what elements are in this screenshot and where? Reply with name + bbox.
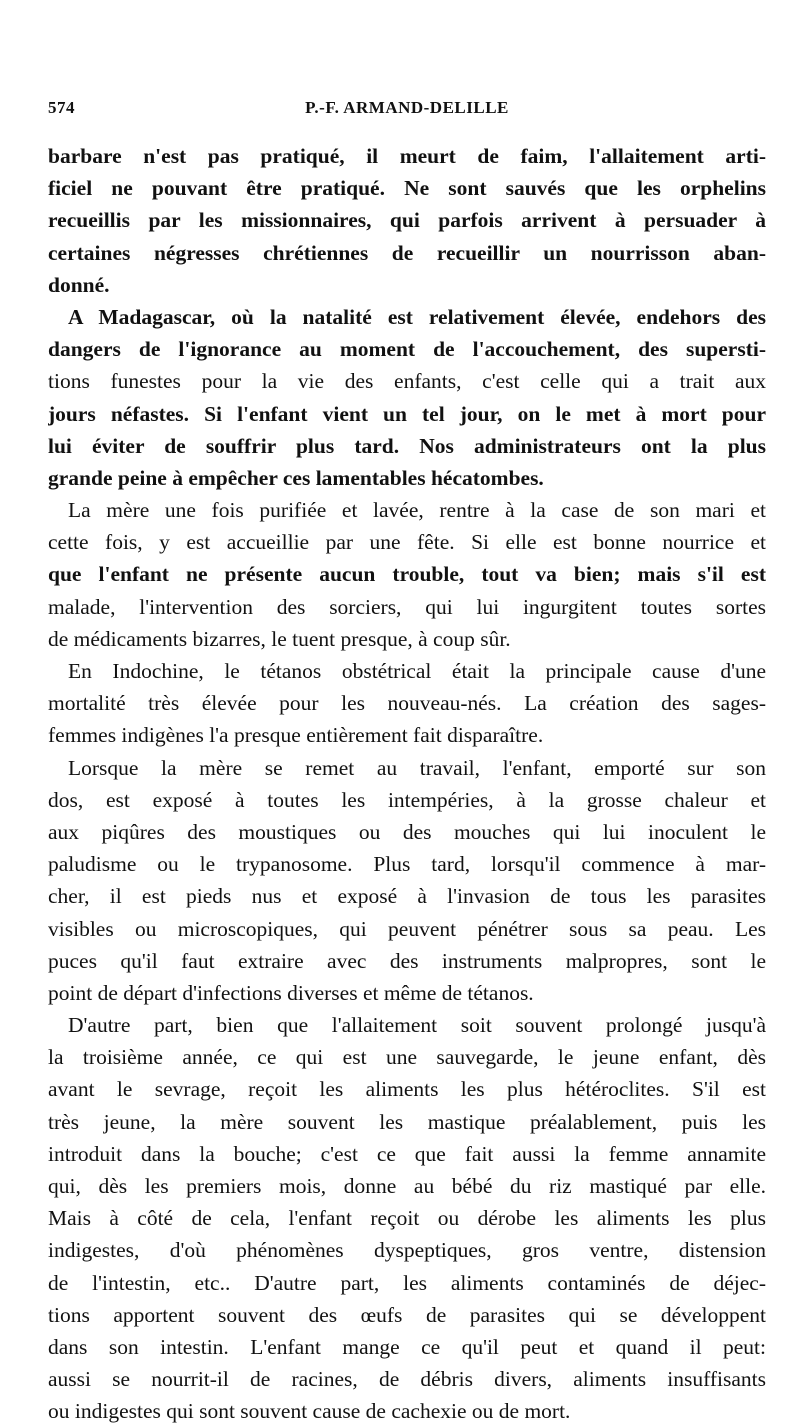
- text-line: mortalité très élevée pour les nouveau-nés. La création des sages-: [48, 691, 766, 716]
- text-line: paludisme ou le trypanosome. Plus tard, lorsqu'il commence à mar-: [48, 852, 766, 877]
- text-line: D'autre part, bien que l'allaitement soit souvent prolongé jusqu'à: [68, 1013, 766, 1038]
- text-line: visibles ou microscopiques, qui peuvent pénétrer sous sa peau. Les: [48, 916, 766, 941]
- text-line: que l'enfant ne présente aucun trouble, tout va bien; mais s'il est: [48, 562, 766, 587]
- text-line: A Madagascar, où la natalité est relativement élevée, endehors des: [68, 304, 766, 329]
- text-line: indigestes, d'où phénomènes dyspeptiques, gros ventre, distension: [48, 1238, 766, 1263]
- text-line: tions funestes pour la vie des enfants, c'est celle qui a trait aux: [48, 369, 766, 394]
- text-line: En Indochine, le tétanos obstétrical était la principale cause d'une: [68, 659, 766, 683]
- text-line: recueillis par les missionnaires, qui parfois arrivent à persuader à: [48, 208, 766, 233]
- text-line: certaines négresses chrétiennes de recueillir un nourrisson aban-: [48, 240, 766, 265]
- text-line: qui, dès les premiers mois, donne au bébé du riz mastiqué par elle.: [48, 1174, 766, 1198]
- text-line: La mère une fois purifiée et lavée, rentre à la case de son mari et: [68, 498, 766, 523]
- text-line: aux piqûres des moustiques ou des mouches qui lui inoculent le: [48, 819, 766, 844]
- page-header: [48, 98, 766, 128]
- text-line: ficiel ne pouvant être pratiqué. Ne sont sauvés que les orphelins: [48, 176, 766, 201]
- text-line: très jeune, la mère souvent les mastique préalablement, puis les: [48, 1109, 766, 1134]
- text-line: de médicaments bizarres, le tuent presque, à coup sûr.: [48, 626, 511, 651]
- text-line: barbare n'est pas pratiqué, il meurt de faim, l'allaitement arti-: [48, 144, 766, 168]
- text-line: malade, l'intervention des sorciers, qui lui ingurgitent toutes sortes: [48, 594, 766, 619]
- text-line: grande peine à empêcher ces lamentables hécatombes.: [48, 465, 544, 490]
- text-line: Lorsque la mère se remet au travail, l'enfant, emporté sur son: [68, 755, 766, 780]
- page-number: 574: [48, 98, 75, 117]
- text-line: avant le sevrage, reçoit les aliments les plus hétéroclites. S'il est: [48, 1077, 766, 1102]
- text-line: tions apportent souvent des œufs de parasites qui se développent: [48, 1302, 766, 1327]
- text-line: dangers de l'ignorance au moment de l'accouchement, des supersti-: [48, 337, 766, 362]
- text-line: jours néfastes. Si l'enfant vient un tel jour, on le met à mort pour: [48, 401, 766, 426]
- text-line: la troisième année, ce qui est une sauvegarde, le jeune enfant, dès: [48, 1045, 766, 1070]
- body-text: [48, 140, 766, 1428]
- text-line: cher, il est pieds nus et exposé à l'invasion de tous les parasites: [48, 884, 766, 909]
- text-line: ou indigestes qui sont souvent cause de cachexie ou de mort.: [48, 1399, 571, 1424]
- text-line: cette fois, y est accueillie par une fête. Si elle est bonne nourrice et: [48, 530, 766, 555]
- text-line: lui éviter de souffrir plus tard. Nos administrateurs ont la plus: [48, 433, 766, 458]
- text-line: femmes indigènes l'a presque entièrement fait disparaître.: [48, 723, 544, 748]
- text-line: donné.: [48, 272, 110, 297]
- text-line: introduit dans la bouche; c'est ce que fait aussi la femme annamite: [48, 1141, 766, 1166]
- text-line: aussi se nourrit-il de racines, de débris divers, aliments insuffisants: [48, 1367, 766, 1392]
- text-line: Mais à côté de cela, l'enfant reçoit ou dérobe les aliments les plus: [48, 1206, 766, 1231]
- text-line: point de départ d'infections diverses et même de tétanos.: [48, 980, 534, 1005]
- text-line: de l'intestin, etc.. D'autre part, les aliments contaminés de déjec-: [48, 1270, 766, 1295]
- text-line: puces qu'il faut extraire avec des instruments malpropres, sont le: [48, 948, 766, 973]
- text-line: dos, est exposé à toutes les intempéries, à la grosse chaleur et: [48, 787, 766, 812]
- running-title: P.-F. ARMAND-DELILLE: [305, 98, 509, 117]
- text-line: dans son intestin. L'enfant mange ce qu'il peut et quand il peut:: [48, 1334, 766, 1359]
